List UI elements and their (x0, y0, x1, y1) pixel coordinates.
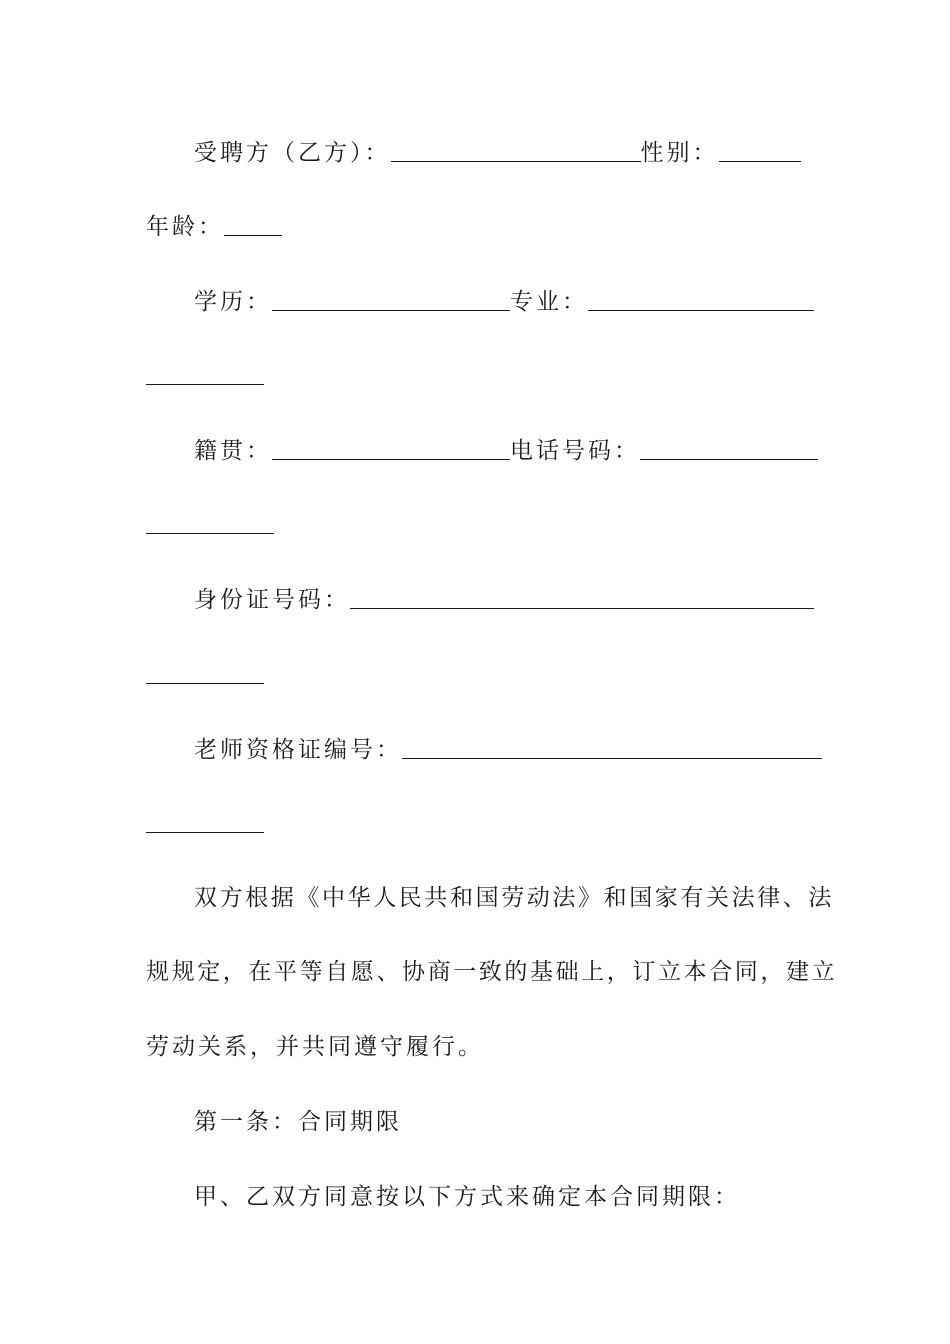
gender-field[interactable] (719, 139, 801, 162)
id-number-field-continuation[interactable] (146, 683, 264, 684)
paragraph-line-1: 双方根据《中华人民共和国劳动法》和国家有关法律、法 (194, 885, 834, 911)
education-label: 学历： (194, 289, 272, 315)
native-place-field[interactable] (272, 437, 510, 460)
education-field[interactable] (272, 288, 510, 311)
teacher-cert-field[interactable] (402, 736, 822, 759)
id-number-line (194, 585, 806, 615)
native-place-label: 籍贯： (194, 438, 272, 464)
phone-field-continuation[interactable] (146, 533, 274, 534)
major-label: 专业： (510, 289, 588, 315)
phone-label: 电话号码： (510, 438, 640, 464)
paragraph-line-2: 规规定，在平等自愿、协商一致的基础上，订立本合同，建立 (146, 959, 838, 985)
party-b-line (194, 138, 806, 168)
gender-label: 性别： (640, 140, 719, 166)
major-field-continuation[interactable] (146, 384, 264, 385)
article-1-title: 第一条：合同期限 (194, 1109, 402, 1135)
age-label: 年龄： (146, 214, 224, 240)
paragraph-line-3: 劳动关系，并共同遵守履行。 (146, 1034, 484, 1060)
education-line (194, 287, 806, 317)
id-number-field[interactable] (350, 586, 814, 609)
article-1-text: 甲、乙双方同意按以下方式来确定本合同期限： (194, 1184, 740, 1210)
age-line (146, 212, 806, 242)
phone-field[interactable] (640, 437, 818, 460)
age-field[interactable] (224, 213, 282, 236)
major-field[interactable] (588, 288, 814, 311)
party-b-label: 受聘方（乙方）： (194, 140, 391, 166)
id-number-label: 身份证号码： (194, 587, 350, 613)
party-b-name-field[interactable] (391, 139, 641, 162)
teacher-cert-field-continuation[interactable] (146, 832, 264, 833)
teacher-cert-line (194, 735, 806, 765)
teacher-cert-label: 老师资格证编号： (194, 737, 402, 763)
native-place-line (194, 436, 806, 466)
